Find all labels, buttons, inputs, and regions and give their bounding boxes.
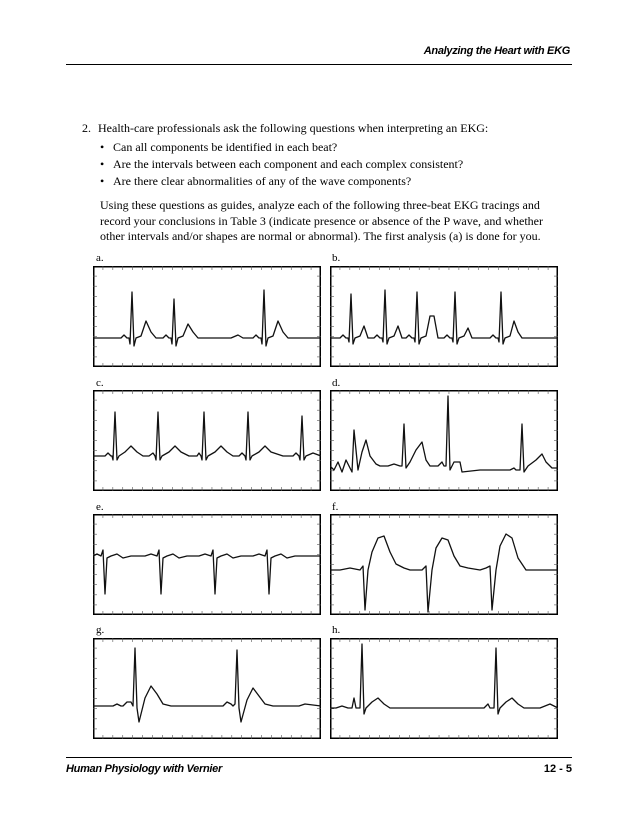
bullet-item [100,140,463,157]
tracing-label-f: f. [332,501,339,513]
page-header-title: Analyzing the Heart with EKG [423,45,570,57]
tracing-frame [94,639,321,739]
tracing-frame [331,267,558,367]
tracing-label-d: d. [332,377,341,389]
bullet-item [100,174,463,191]
bullet-text: Are there clear abnormalities of any of the wave components? [113,174,412,188]
footer-book-title: Human Physiology with Vernier [66,763,222,775]
ekg-tracing-h [330,638,558,739]
question-number: 2. [82,121,91,135]
bullet-item [100,157,463,174]
instructions-paragraph [100,198,570,245]
tracing-label-a: a. [96,252,104,264]
bullet-text: Can all components be identified in each beat? [113,140,338,154]
ekg-tracing-e [93,514,321,615]
header-rule [66,64,572,65]
bullet-dot-icon: • [100,157,105,171]
ekg-tracing-c [93,390,321,491]
instructions-line: record your conclusions in Table 3 (indicate presence or absence of the P wave, and whether [100,213,543,228]
tracing-frame [94,267,321,367]
bullet-dot-icon: • [100,140,105,154]
tracing-label-h: h. [332,624,341,636]
footer-rule [66,757,572,758]
tracing-label-c: c. [96,377,104,389]
ekg-tracing-d [330,390,558,491]
page-number: 12 - 5 [543,763,572,775]
bullet-dot-icon: • [100,174,105,188]
tracing-frame [331,639,558,739]
instructions-line: Using these questions as guides, analyze each of the following three-beat EKG tracings and [100,198,540,212]
tracing-frame [94,391,321,491]
question-bullets [100,140,463,191]
ekg-tracing-g [93,638,321,739]
tracing-frame [94,515,321,615]
instructions-line: other intervals and/or shapes are normal or abnormal). The first analysis (a) is done for you. [100,229,541,243]
bullet-text: Are the intervals between each component and each complex consistent? [113,157,464,171]
tracing-label-b: b. [332,252,341,264]
tracing-label-g: g. [96,624,105,636]
ekg-tracing-b [330,266,558,367]
ekg-tracing-a [93,266,321,367]
question-text: Health-care professionals ask the following questions when interpreting an EKG: [98,121,489,135]
tracing-label-e: e. [96,501,104,513]
ekg-tracing-f [330,514,558,615]
